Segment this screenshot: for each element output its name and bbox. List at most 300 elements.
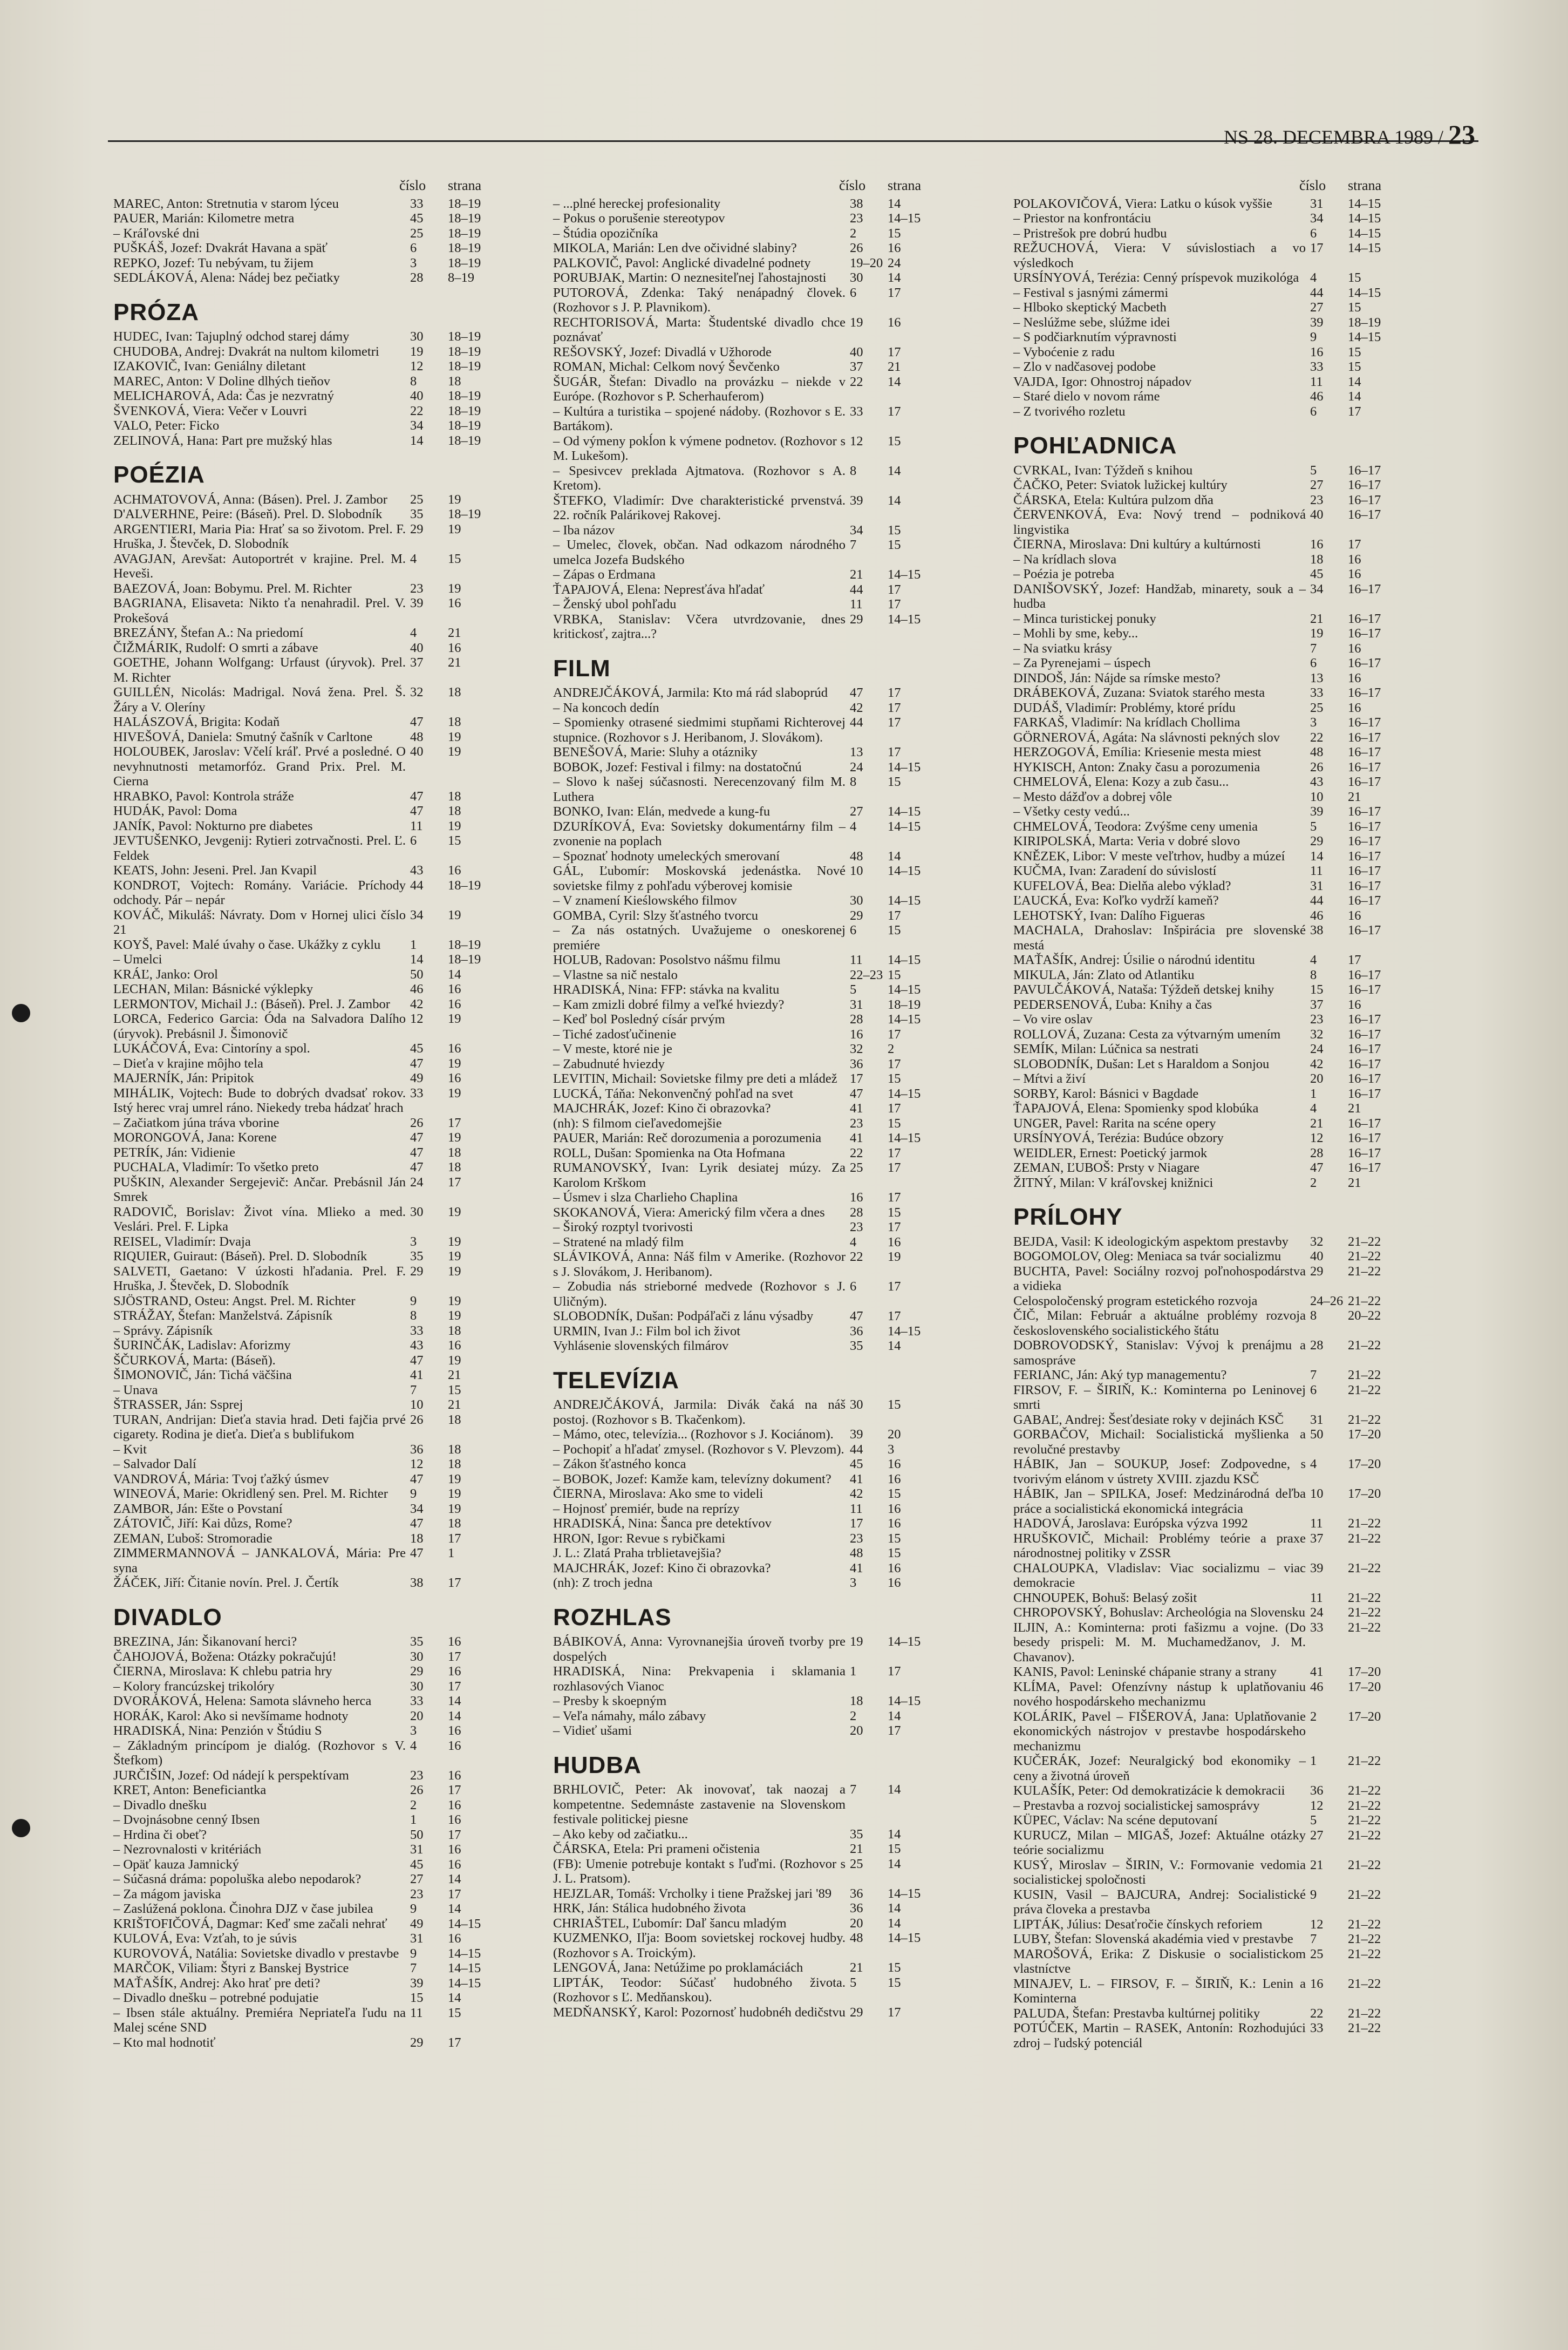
- index-entry: [553, 582, 931, 597]
- entry-page: 20: [888, 1427, 901, 1442]
- index-entry: [553, 760, 931, 775]
- entry-page: 16–17: [1348, 626, 1381, 641]
- index-entry: [113, 1857, 491, 1872]
- entry-title: MAJCHRÁK, Jozef: Kino či obrazovka?: [553, 1560, 771, 1575]
- entry-number: 14: [410, 952, 424, 967]
- entry-title: ČERVENKOVÁ, Eva: Nový trend – podniková lingvistika: [1013, 507, 1306, 537]
- entry-title: JURČIŠIN, Jozef: Od nádejí k perspektívam: [113, 1768, 349, 1783]
- index-entry: [553, 1235, 931, 1250]
- index-entry: [113, 1709, 491, 1724]
- entry-page: 16–17: [1348, 1042, 1381, 1056]
- entry-page: 18–19: [448, 226, 481, 241]
- index-entry: [553, 923, 931, 953]
- entry-number: 25: [410, 226, 424, 241]
- entry-number: 31: [1310, 878, 1324, 893]
- entry-number: 5: [1310, 1813, 1317, 1828]
- index-entry: [553, 375, 931, 404]
- entry-number: 4: [410, 1738, 417, 1753]
- entry-number: 25: [850, 1856, 863, 1871]
- entry-number: 12: [1310, 1917, 1324, 1932]
- entry-title: HUDÁK, Pavol: Doma: [113, 804, 237, 818]
- entry-page: 21–22: [1348, 1560, 1381, 1575]
- index-entry: [113, 997, 491, 1012]
- entry-page: 16: [448, 996, 461, 1011]
- index-entry: [553, 404, 931, 434]
- entry-page: 16–17: [1348, 923, 1381, 938]
- entry-page: 14–15: [888, 759, 921, 775]
- entry-number: 33: [410, 1323, 424, 1338]
- entry-title: HRADISKÁ, Nina: Penzión v Štúdiu S: [113, 1723, 322, 1738]
- entry-page: 21–22: [1348, 1531, 1381, 1546]
- entry-number: 16: [1310, 537, 1324, 552]
- entry-page: 16–17: [1348, 982, 1381, 997]
- entry-page: 14–15: [1348, 241, 1381, 255]
- index-entry: [553, 1101, 931, 1116]
- index-entry: [553, 464, 931, 493]
- entry-page: 17: [888, 1723, 901, 1738]
- index-entry: [113, 715, 491, 730]
- entry-title: – S podčiarknutím výpravnosti: [1013, 330, 1177, 344]
- entry-title: KNĚZEK, Libor: V meste veľtrhov, hudby a múzeí: [1013, 848, 1285, 864]
- index-entry: [1013, 507, 1391, 537]
- entry-number: 13: [1310, 670, 1324, 685]
- entry-title: CHRIAŠTEL, Ľubomír: Daľ šancu mladým: [553, 1916, 787, 1931]
- index-entry: [553, 1190, 931, 1205]
- entry-page: 16: [448, 1931, 461, 1946]
- entry-title: MIKOLA, Marián: Len dve očividné slabiny?: [553, 241, 797, 255]
- entry-number: 28: [850, 1012, 863, 1027]
- entry-page: 14: [888, 1339, 901, 1353]
- entry-number: 33: [850, 404, 863, 419]
- entry-page: 17: [448, 2035, 461, 2050]
- entry-title: ČAHOJOVÁ, Božena: Otázky pokračujú!: [113, 1649, 337, 1664]
- entry-number: 22: [850, 1249, 863, 1264]
- entry-page: 15: [888, 522, 901, 538]
- entry-number: 47: [410, 1353, 424, 1368]
- entry-title: PEDERSENOVÁ, Ľuba: Knihy a čas: [1013, 997, 1212, 1012]
- entry-number: 34: [1310, 211, 1324, 226]
- entry-page: 15: [888, 1397, 901, 1412]
- entry-page: 17: [448, 1886, 461, 1901]
- entry-number: 34: [1310, 581, 1324, 596]
- index-entry: [113, 1723, 491, 1738]
- index-entry: [553, 434, 931, 464]
- index-entry: [113, 1175, 491, 1205]
- index-entry: [553, 1546, 931, 1561]
- index-entry: [1013, 1665, 1391, 1680]
- entry-page: 21–22: [1348, 1338, 1381, 1353]
- entry-title: CHROPOVSKÝ, Bohuslav: Archeológia na Slovensku: [1013, 1605, 1306, 1620]
- entry-number: 7: [410, 1961, 417, 1975]
- index-entry: [113, 329, 491, 344]
- entry-title: GÖRNEROVÁ, Agáta: Na slávnosti pekných slov: [1013, 730, 1280, 745]
- entry-title: GOMBA, Cyril: Slzy šťastného tvorcu: [553, 908, 758, 923]
- entry-page: 21–22: [1348, 1754, 1381, 1768]
- entry-number: 34: [850, 522, 863, 538]
- entry-number: 19: [1310, 626, 1324, 641]
- entry-page: 16: [888, 1234, 901, 1249]
- entry-page: 17: [888, 745, 901, 759]
- entry-number: 37: [410, 655, 424, 670]
- entry-page: 3: [888, 1442, 895, 1457]
- entry-page: 16: [888, 315, 901, 330]
- entry-title: LEVITIN, Michail: Sovietske filmy pre deti a mládež: [553, 1071, 837, 1086]
- entry-number: 21: [1310, 611, 1324, 626]
- index-entry: [553, 1827, 931, 1842]
- entry-page: 14–15: [888, 982, 921, 997]
- entry-page: 15: [888, 226, 901, 241]
- index-entry: [1013, 1828, 1391, 1858]
- entry-number: 7: [410, 1382, 417, 1397]
- entry-title: GÁL, Ľubomír: Moskovská jedenástka. Nové sovietske filmy z pohľadu výberovej komisie: [553, 864, 846, 893]
- entry-page: 19: [448, 1501, 461, 1516]
- entry-page: 21–22: [1348, 1828, 1381, 1843]
- index-entry: [1013, 286, 1391, 301]
- entry-number: 3: [1310, 715, 1317, 730]
- entry-number: 18: [850, 1694, 863, 1708]
- index-entry: [113, 1145, 491, 1160]
- entry-page: 17: [888, 1309, 901, 1323]
- entry-title: ČIERNA, Miroslava: K chlebu patria hry: [113, 1664, 332, 1679]
- entry-page: 16–17: [1348, 463, 1381, 478]
- entry-page: 14–15: [888, 1694, 921, 1708]
- entry-number: 9: [1310, 1887, 1317, 1902]
- entry-number: 7: [1310, 1932, 1317, 1946]
- entry-number: 26: [1310, 759, 1324, 775]
- index-entry: [553, 1486, 931, 1502]
- index-entry: [1013, 1027, 1391, 1042]
- index-entry: [113, 581, 491, 596]
- entry-title: HRON, Igor: Revue s rybičkami: [553, 1531, 726, 1546]
- index-entry: [113, 1442, 491, 1457]
- entry-title: ČAČKO, Peter: Sviatok lužickej kultúry: [1013, 478, 1228, 492]
- index-entry: [553, 345, 931, 360]
- entry-title: GOETHE, Johann Wolfgang: Urfaust (úryvok). Prel. M. Richter: [113, 655, 406, 685]
- index-entry: [1013, 1042, 1391, 1057]
- index-entry: [113, 1901, 491, 1917]
- entry-page: 14–15: [448, 1975, 481, 1991]
- entry-page: 17: [888, 685, 901, 700]
- entry-page: 17: [448, 1679, 461, 1694]
- index-entry: [1013, 612, 1391, 627]
- entry-number: 1: [410, 937, 417, 952]
- entry-number: 27: [850, 804, 863, 819]
- index-entry: [1013, 1071, 1391, 1086]
- entry-number: 4: [410, 551, 417, 566]
- entry-page: 19: [448, 1308, 461, 1323]
- entry-number: 12: [1310, 1131, 1324, 1145]
- entry-title: – Hrdina či obeť?: [113, 1827, 207, 1842]
- entry-title: – Kam zmizli dobré filmy a veľké hviezdy?: [553, 997, 785, 1012]
- entry-title: KRIŠTOFIČOVÁ, Dagmar: Keď sme začali nehrať: [113, 1916, 387, 1931]
- entry-number: 6: [1310, 656, 1317, 670]
- entry-number: 15: [410, 1991, 424, 2005]
- index-entry: [553, 1427, 931, 1442]
- entry-page: 21–22: [1348, 1605, 1381, 1620]
- index-entry: [1013, 864, 1391, 879]
- entry-number: 47: [410, 1056, 424, 1071]
- entry-number: 47: [850, 685, 863, 700]
- index-entry: [1013, 968, 1391, 983]
- index-entry: [553, 1472, 931, 1487]
- entry-number: 44: [850, 582, 863, 597]
- section-title: POÉZIA: [113, 461, 205, 488]
- entry-title: MIHÁLIK, Vojtech: Bude to dobrých dvadsať rokov. Istý herec vraj umrel ráno. Niekedy treba hádzať hrach: [113, 1085, 406, 1115]
- entry-title: WINEOVÁ, Marie: Okridlený sen. Prel. M. Richter: [113, 1486, 388, 1501]
- entry-title: PETRÍK, Ján: Vidienie: [113, 1145, 236, 1160]
- entry-number: 45: [410, 1041, 424, 1056]
- entry-number: 9: [1310, 330, 1317, 344]
- index-entry: [1013, 330, 1391, 345]
- entry-page: 18–19: [448, 344, 481, 359]
- entry-page: 19: [448, 729, 461, 744]
- entry-title: JANÍK, Pavol: Nokturno pre diabetes: [113, 818, 313, 833]
- entry-number: 35: [410, 1249, 424, 1264]
- index-entry: [1013, 760, 1391, 775]
- entry-number: 47: [410, 804, 424, 818]
- entry-title: – Hlboko skeptický Macbeth: [1013, 300, 1167, 315]
- entry-title: – Zákon šťastného konca: [553, 1457, 686, 1471]
- entry-title: – Tiché zadosťučinenie: [553, 1027, 677, 1042]
- entry-title: CHMELOVÁ, Teodora: Zvýšme ceny umenia: [1013, 819, 1258, 834]
- index-entry: [113, 1575, 491, 1591]
- index-entry: [113, 982, 491, 997]
- entry-number: 43: [410, 1338, 424, 1353]
- entry-number: 7: [1310, 1368, 1317, 1382]
- entry-page: 16: [888, 1516, 901, 1531]
- index-entry: [113, 1234, 491, 1249]
- entry-page: 16–17: [1348, 893, 1381, 908]
- entry-page: 21–22: [1348, 1783, 1381, 1798]
- index-entry: [113, 507, 491, 522]
- entry-page: 18: [448, 685, 461, 699]
- index-entry: [113, 1664, 491, 1679]
- entry-number: 22–23: [850, 967, 883, 982]
- index-entry: [553, 226, 931, 241]
- entry-page: 8–19: [448, 270, 474, 285]
- index-entry: [1013, 582, 1391, 612]
- entry-page: 15: [888, 1975, 901, 1990]
- entry-number: 35: [850, 1826, 863, 1842]
- entry-title: – Umelci: [113, 952, 162, 967]
- section-title: TELEVÍZIA: [553, 1367, 679, 1394]
- entry-page: 17: [888, 908, 901, 923]
- entry-number: 23: [1310, 492, 1324, 507]
- entry-number: 14: [410, 433, 424, 448]
- entry-number: 44: [1310, 285, 1324, 300]
- entry-title: LECHAN, Milan: Básnické výklepky: [113, 982, 313, 996]
- index-entry: [113, 1812, 491, 1828]
- entry-title: – Mámo, otec, televízia... (Rozhovor s J. Kociánom).: [553, 1427, 834, 1442]
- entry-title: Vyhlásenie slovenských filmárov: [553, 1339, 729, 1353]
- entry-page: 21–22: [1348, 1516, 1381, 1531]
- entry-number: 3: [410, 1723, 417, 1738]
- entry-number: 32: [410, 685, 424, 699]
- entry-page: 18–19: [448, 507, 481, 521]
- index-entry: [553, 1324, 931, 1339]
- index-entry: [1013, 1813, 1391, 1828]
- entry-number: 41: [410, 1368, 424, 1382]
- entry-number: 6: [850, 1279, 857, 1294]
- entry-number: 21: [850, 1842, 863, 1856]
- entry-number: 42: [850, 700, 863, 715]
- entry-page: 17: [888, 1145, 901, 1160]
- entry-title: PAUER, Marián: Kilometre metra: [113, 211, 295, 226]
- index-entry: [553, 1960, 931, 1975]
- entry-page: 16–17: [1348, 848, 1381, 864]
- entry-number: 6: [850, 923, 857, 938]
- entry-number: 37: [1310, 1531, 1324, 1546]
- entry-number: 8: [850, 463, 857, 478]
- entry-number: 10: [410, 1397, 424, 1412]
- entry-title: – Ibsen stále aktuálny. Premiéra Nepriateľa ľudu na Malej scéne SND: [113, 2005, 406, 2035]
- entry-title: – Divadlo dnešku: [113, 1797, 207, 1812]
- entry-title: ZÁTOVIČ, Jiří: Kai důzs, Rome?: [113, 1516, 292, 1531]
- entry-number: 30: [410, 1204, 424, 1219]
- index-entry: [1013, 849, 1391, 864]
- entry-page: 17–20: [1348, 1427, 1381, 1442]
- index-entry: [113, 1353, 491, 1368]
- entry-page: 14: [448, 967, 461, 982]
- entry-number: 26: [410, 1783, 424, 1797]
- section-title: ROZHLAS: [553, 1604, 672, 1631]
- entry-page: 19: [448, 1234, 461, 1249]
- index-entry: [113, 1991, 491, 2006]
- entry-number: 42: [1310, 1056, 1324, 1071]
- entry-number: 30: [850, 893, 863, 908]
- index-entry: [1013, 641, 1391, 656]
- entry-page: 16–17: [1348, 759, 1381, 775]
- entry-number: 31: [850, 997, 863, 1012]
- entry-number: 33: [410, 196, 424, 211]
- index-entry: [1013, 819, 1391, 834]
- entry-page: 18–19: [448, 952, 481, 967]
- entry-number: 12: [410, 1011, 424, 1026]
- entry-number: 31: [410, 1842, 424, 1857]
- entry-title: KURUCZ, Milan – MIGAŠ, Jozef: Aktuálne otázky teórie socializmu: [1013, 1828, 1306, 1857]
- entry-number: 47: [410, 789, 424, 804]
- entry-title: HERZOGOVÁ, Emília: Kriesenie mesta miest: [1013, 745, 1262, 759]
- index-entry: [113, 967, 491, 982]
- entry-title: – V znamení Kieślowského filmov: [553, 893, 737, 908]
- index-entry: [113, 1516, 491, 1531]
- index-entry: [113, 789, 491, 804]
- entry-page: 15: [448, 1382, 461, 1397]
- entry-page: 21–22: [1348, 1887, 1381, 1902]
- entry-title: KUROVOVÁ, Natália: Sovietske divadlo v prestavbe: [113, 1946, 399, 1961]
- entry-title: – Na krídlach slova: [1013, 552, 1117, 567]
- entry-number: 1: [850, 1664, 857, 1679]
- entry-title: LEHOTSKÝ, Ivan: Dalího Figueras: [1013, 908, 1205, 923]
- entry-title: RADOVIČ, Borislav: Život vína. Mlieko a med. Veslári. Prel. F. Lipka: [113, 1204, 406, 1234]
- entry-title: BAEZOVÁ, Joan: Bobymu. Prel. M. Richter: [113, 581, 352, 596]
- entry-page: 18: [448, 804, 461, 818]
- index-entry: [553, 1931, 931, 1960]
- index-entry: [113, 1486, 491, 1502]
- entry-number: 7: [850, 538, 857, 552]
- entry-title: RECHTORISOVÁ, Marta: Študentské divadlo chce poznávať: [553, 315, 846, 344]
- entry-page: 16–17: [1348, 715, 1381, 730]
- entry-title: – Zaslúžená poklona. Činohra DJZ v čase jubilea: [113, 1901, 373, 1916]
- index-entry: [1013, 1234, 1391, 1249]
- entry-page: 16–17: [1348, 1160, 1381, 1175]
- entry-page: 14–15: [888, 1323, 921, 1339]
- entry-title: LORCA, Federico Garcia: Óda na Salvadora Dalího (úryvok). Prebásnil J. Šimonovič: [113, 1011, 406, 1041]
- entry-page: 14: [448, 1901, 461, 1916]
- index-entry: [113, 626, 491, 641]
- entry-page: 17: [448, 1531, 461, 1546]
- entry-page: 16: [888, 1575, 901, 1590]
- entry-title: HRUŠKOVIČ, Michail: Problémy teórie a praxe národnostnej politiky v ZSSR: [1013, 1531, 1306, 1560]
- entry-number: 36: [1310, 1783, 1324, 1798]
- entry-title: URSÍNYOVÁ, Terézia: Cenný príspevok muzikológa: [1013, 270, 1299, 285]
- entry-page: 21: [1348, 789, 1361, 804]
- entry-number: 13: [850, 745, 863, 759]
- entry-number: 8: [1310, 1308, 1317, 1323]
- entry-number: 20: [1310, 1071, 1324, 1086]
- index-entry: [1013, 359, 1391, 375]
- entry-title: SORBY, Karol: Básnici v Bagdade: [1013, 1086, 1199, 1101]
- entry-page: 17: [448, 1649, 461, 1664]
- entry-number: 3: [410, 255, 417, 270]
- index-entry: [113, 1679, 491, 1694]
- entry-title: ŠTRASSER, Ján: Ssprej: [113, 1397, 243, 1412]
- entry-number: 48: [1310, 745, 1324, 759]
- entry-page: 16–17: [1348, 1116, 1381, 1131]
- index-entry: [1013, 270, 1391, 286]
- entry-number: 33: [1310, 359, 1324, 374]
- index-entry: [113, 1056, 491, 1071]
- index-entry: [113, 1323, 491, 1339]
- entry-title: ČIŽMÁRIK, Rudolf: O smrti a zábave: [113, 640, 318, 655]
- entry-title: – Mŕtvi a živí: [1013, 1071, 1086, 1086]
- entry-title: – Mohli by sme, keby...: [1013, 626, 1138, 641]
- entry-number: 41: [850, 1560, 863, 1575]
- entry-title: – Vyboćenie z radu: [1013, 344, 1115, 359]
- index-entry: [1013, 1131, 1391, 1146]
- entry-number: 5: [1310, 819, 1317, 834]
- entry-title: – Stratené na mladý film: [553, 1234, 684, 1249]
- entry-number: 2: [850, 226, 857, 241]
- index-entry: [1013, 1709, 1391, 1754]
- index-entry: [553, 1027, 931, 1042]
- entry-title: – Kráľovské dni: [113, 226, 200, 241]
- entry-number: 17: [850, 1071, 863, 1086]
- entry-number: 6: [850, 285, 857, 300]
- entry-page: 16–17: [1348, 864, 1381, 878]
- entry-number: 4: [410, 626, 417, 640]
- entry-title: – Mesto dážďov a dobrej vôle: [1013, 789, 1172, 804]
- index-entry: [113, 1738, 491, 1768]
- entry-title: SEMÍK, Milan: Lúčnica sa nestrati: [1013, 1042, 1199, 1056]
- entry-page: 15: [448, 551, 461, 566]
- entry-number: 44: [850, 715, 863, 730]
- entry-page: 16: [888, 241, 901, 255]
- entry-title: DRÁBEKOVÁ, Zuzana: Sviatok starého mesta: [1013, 685, 1265, 700]
- index-entry: [1013, 1605, 1391, 1620]
- entry-title: FARKAŠ, Vladimír: Na krídlach Chollima: [1013, 715, 1240, 730]
- entry-number: 4: [1310, 270, 1317, 285]
- entry-number: 21: [1310, 1116, 1324, 1131]
- entry-number: 28: [410, 270, 424, 285]
- entry-title: – Festival s jasnými zámermi: [1013, 285, 1169, 300]
- entry-page: 1: [448, 1546, 455, 1560]
- entry-title: BOBOK, Jozef: Festival i filmy: na dostatočnú: [553, 759, 802, 775]
- entry-page: 14–15: [888, 1634, 921, 1649]
- index-entry: [1013, 226, 1391, 241]
- entry-title: KOVÁČ, Mikuláš: Návraty. Dom v Hornej ulici číslo 21: [113, 907, 406, 937]
- entry-title: FERIANC, Ján: Aký typ managementu?: [1013, 1368, 1227, 1382]
